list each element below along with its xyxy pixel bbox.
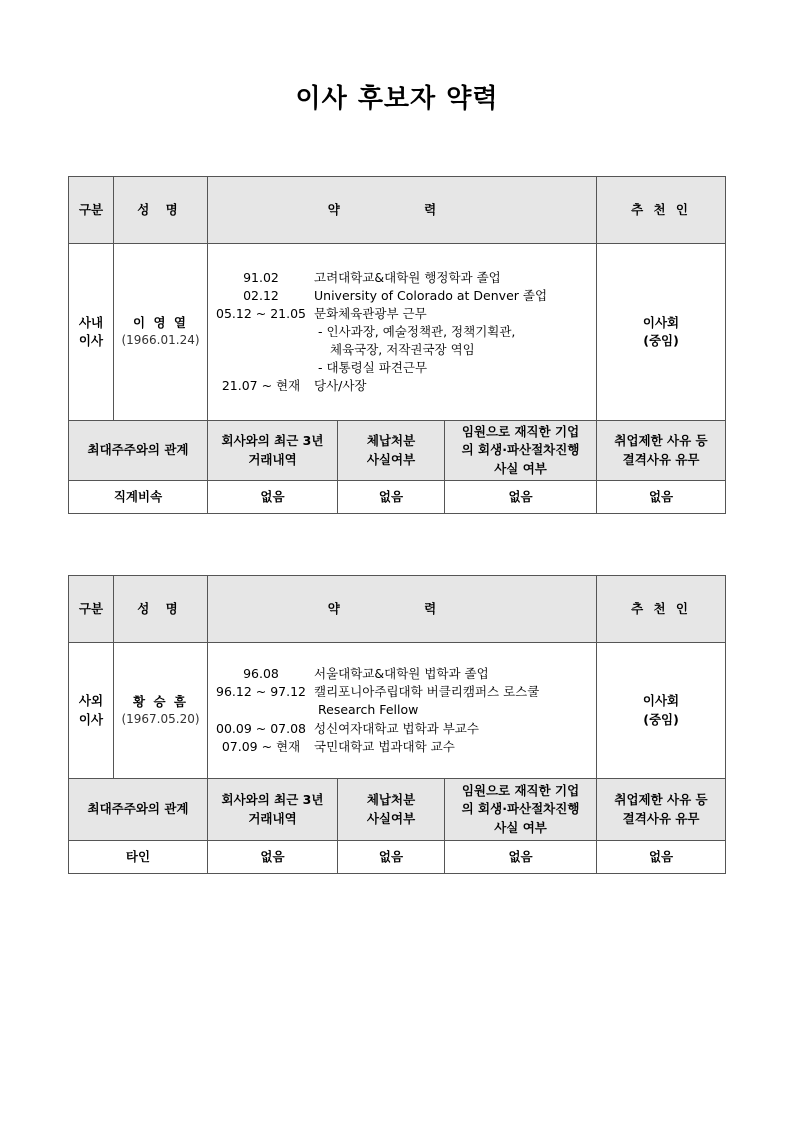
relation-value: 타인 (69, 841, 208, 874)
career-note: - 대통령실 파견근무 (318, 360, 428, 376)
candidate-name: 이 영 열 (133, 315, 188, 331)
bankruptcy-header: 임원으로 재직한 기업 의 회생·파산절차진행 사실 여부 (445, 779, 597, 841)
candidate-main-row (69, 643, 726, 779)
candidate-table-1 (68, 176, 726, 514)
sub-header-row (69, 421, 726, 481)
category-cell: 사외 이사 (69, 643, 114, 779)
career-note: 체육국장, 저작권국장 역임 (330, 342, 475, 358)
career-line: 96.12 ~ 97.12 캘리포니아주립대학 버클리캠퍼스 로스쿨 (216, 684, 540, 700)
sub-header-row (69, 779, 726, 841)
disqualification-header: 취업제한 사유 등 결격사유 유무 (597, 779, 726, 841)
name-cell (114, 244, 208, 421)
transactions-header: 회사와의 최근 3년 거래내역 (208, 421, 338, 481)
header-career: 약 력 (208, 177, 597, 244)
career-line: 91.02 고려대학교&대학원 행정학과 졸업 (243, 269, 501, 285)
header-name: 성 명 (114, 576, 208, 643)
delinquency-value: 없음 (338, 841, 445, 874)
relation-header: 최대주주와의 관계 (69, 421, 208, 481)
disqualification-header: 취업제한 사유 등 결격사유 유무 (597, 421, 726, 481)
candidate-main-row (69, 244, 726, 421)
candidate-table-2 (68, 575, 726, 874)
career-note: - 인사과장, 예술정책관, 정책기획관, (318, 323, 516, 339)
header-recommender: 추 천 인 (597, 576, 726, 643)
bankruptcy-header: 임원으로 재직한 기업 의 회생·파산절차진행 사실 여부 (445, 421, 597, 481)
disqualification-value: 없음 (597, 841, 726, 874)
career-line: 05.12 ~ 21.05 문화체육관광부 근무 (216, 305, 427, 321)
header-name: 성 명 (114, 177, 208, 244)
delinquency-header: 체납처분 사실여부 (338, 779, 445, 841)
career-line: 96.08 서울대학교&대학원 법학과 졸업 (243, 666, 489, 682)
values-row (69, 481, 726, 514)
relation-header: 최대주주와의 관계 (69, 779, 208, 841)
candidate-birth: (1967.05.20) (121, 711, 200, 726)
career-line: 00.09 ~ 07.08 성신여자대학교 법학과 부교수 (216, 720, 479, 736)
recommender-cell: 이사회 (중임) (597, 643, 726, 779)
career-continuation: Research Fellow (318, 702, 419, 718)
delinquency-header: 체납처분 사실여부 (338, 421, 445, 481)
header-recommender: 추 천 인 (597, 177, 726, 244)
disqualification-value: 없음 (597, 481, 726, 514)
career-cell (208, 643, 597, 779)
bankruptcy-value: 없음 (445, 481, 597, 514)
bankruptcy-value: 없음 (445, 841, 597, 874)
transactions-value: 없음 (208, 841, 338, 874)
career-line: 02.12 University of Colorado at Denver 졸업 (243, 287, 548, 303)
career-cell (208, 244, 597, 421)
category-cell: 사내 이사 (69, 244, 114, 421)
candidate-name: 황 승 흠 (133, 693, 188, 709)
header-category: 구분 (69, 576, 114, 643)
header-row (69, 576, 726, 643)
page-title: 이사 후보자 약력 (295, 84, 499, 114)
candidate-birth: (1966.01.24) (121, 333, 200, 348)
recommender-cell: 이사회 (중임) (597, 244, 726, 421)
header-row (69, 177, 726, 244)
career-line: 21.07 ~ 현재 당사/사장 (221, 378, 367, 394)
transactions-value: 없음 (208, 481, 338, 514)
values-row (69, 841, 726, 874)
name-cell (114, 643, 208, 779)
career-line: 07.09 ~ 현재 국민대학교 법과대학 교수 (221, 738, 455, 754)
transactions-header: 회사와의 최근 3년 거래내역 (208, 779, 338, 841)
header-career: 약 력 (208, 576, 597, 643)
header-category: 구분 (69, 177, 114, 244)
relation-value: 직계비속 (69, 481, 208, 514)
delinquency-value: 없음 (338, 481, 445, 514)
